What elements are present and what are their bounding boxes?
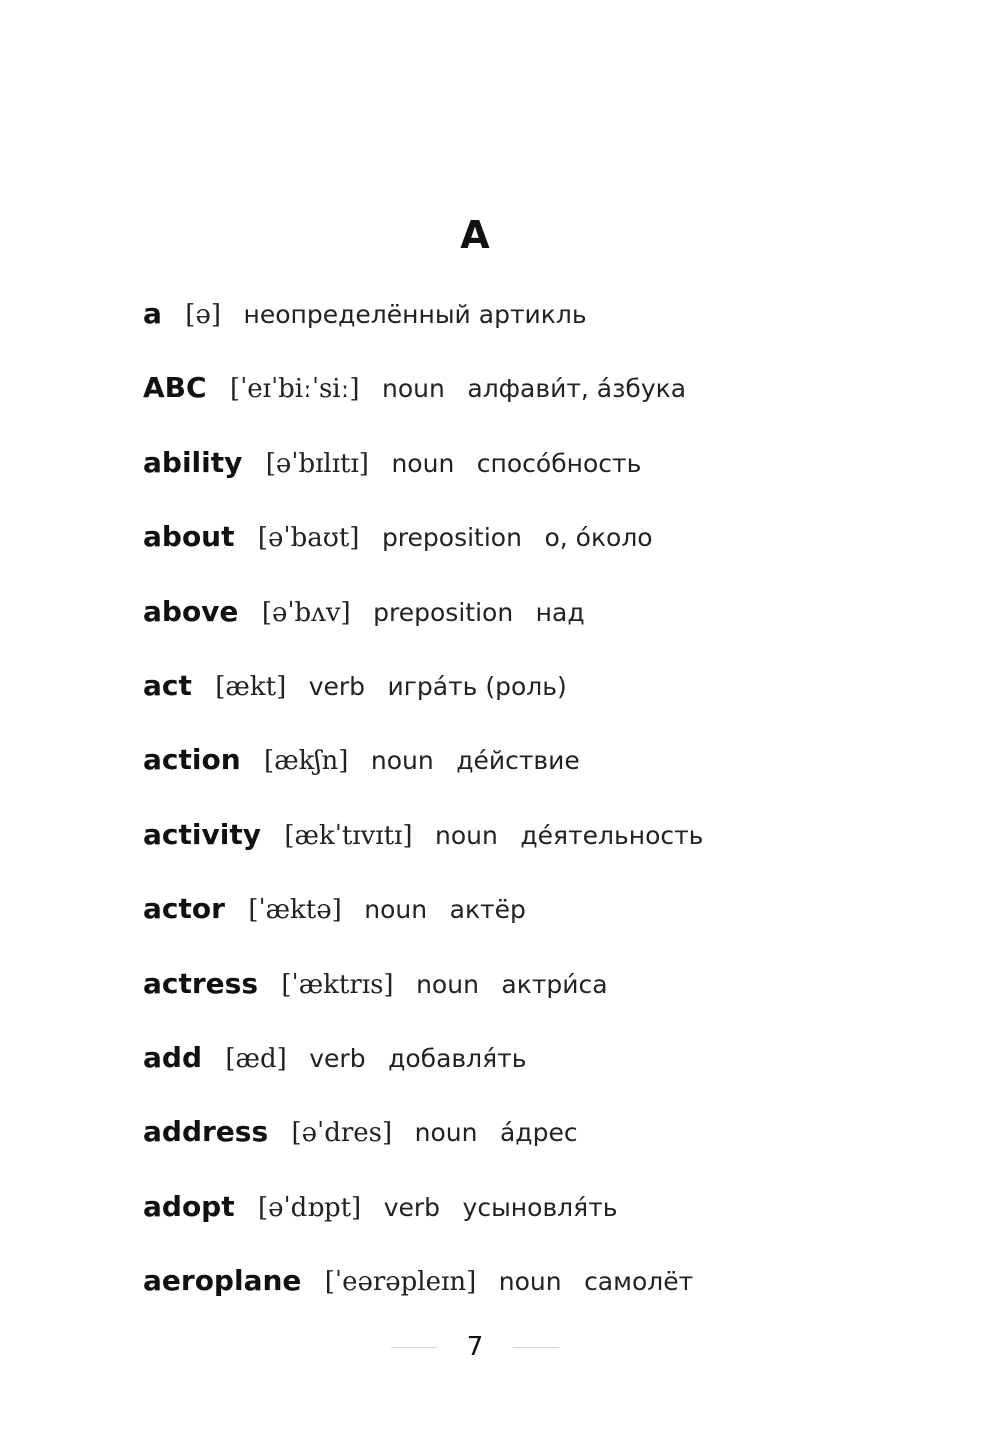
entry-transcription: [əˈbaʊt]	[257, 523, 360, 554]
entry-headword: adopt	[143, 1189, 235, 1223]
footer-left-rule	[391, 1347, 437, 1348]
entry-headword: actor	[143, 892, 225, 926]
entry-transcription: [ækt]	[215, 671, 287, 702]
entry-translation: а́дрес	[499, 1118, 578, 1148]
entry-part-of-speech: noun	[498, 1267, 562, 1297]
entry-headword: ABC	[143, 371, 207, 405]
entry-row	[143, 885, 943, 959]
entry-translation: актри́са	[501, 969, 608, 999]
entry-headword: above	[143, 594, 239, 628]
entry-headword: add	[143, 1040, 202, 1074]
entry-part-of-speech: noun	[416, 969, 479, 999]
entry-translation: самолёт	[584, 1267, 694, 1297]
entry-translation: о, о́коло	[544, 523, 653, 553]
entry-part-of-speech: verb	[309, 1043, 366, 1073]
entry-transcription: [ˈeərəpleɪn]	[324, 1267, 477, 1298]
entry-part-of-speech: preposition	[373, 597, 514, 627]
entry-translation: актёр	[449, 895, 526, 925]
entry-transcription: [æd]	[225, 1043, 287, 1074]
entry-part-of-speech: noun	[414, 1118, 478, 1148]
entry-transcription: [əˈdɒpt]	[258, 1192, 362, 1223]
entry-part-of-speech: noun	[364, 895, 428, 925]
entry-headword: about	[143, 520, 235, 554]
entry-translation: неопределённый артикль	[243, 300, 587, 329]
entry-headword: a	[143, 297, 162, 330]
entry-row	[143, 736, 943, 810]
entry-transcription: [əˈdres]	[291, 1118, 393, 1149]
entry-row	[143, 1183, 943, 1257]
entry-transcription: [ə]	[185, 300, 221, 330]
page-number: 7	[466, 1332, 484, 1362]
entry-translation: игра́ть (роль)	[387, 671, 567, 701]
entry-headword: ability	[143, 445, 243, 479]
entry-row	[143, 588, 943, 662]
entry-part-of-speech: noun	[391, 448, 455, 478]
entry-translation: де́йствие	[456, 746, 580, 776]
entry-transcription: [ækˈtɪvɪtɪ]	[284, 820, 413, 851]
entry-translation: усыновля́ть	[462, 1192, 618, 1222]
entry-row	[143, 439, 943, 513]
entry-transcription: [əˈbɪlɪtɪ]	[265, 448, 369, 479]
entry-part-of-speech: noun	[370, 746, 434, 776]
entry-transcription: [ˈæktrɪs]	[281, 969, 394, 1000]
entry-row	[143, 960, 943, 1034]
entry-translation: спосо́бность	[476, 448, 642, 478]
entry-row	[143, 662, 943, 736]
entry-part-of-speech: verb	[308, 671, 366, 701]
entry-part-of-speech: verb	[383, 1192, 441, 1222]
entry-transcription: [əˈbʌv]	[261, 597, 351, 628]
entry-transcription: [ˈeɪˈbiːˈsiː]	[229, 374, 360, 405]
entry-translation: де́ятельность	[520, 820, 704, 850]
entry-row	[143, 1034, 943, 1108]
entry-row	[143, 513, 943, 587]
page-footer	[0, 1325, 950, 1369]
entry-row	[143, 811, 943, 885]
entry-part-of-speech: noun	[382, 374, 445, 404]
entry-headword: action	[143, 743, 241, 777]
section-letter-heading: A	[460, 213, 490, 257]
entry-transcription: [ˈæktə]	[248, 895, 342, 926]
entry-headword: address	[143, 1115, 269, 1149]
entry-transcription: [ækʃn]	[264, 746, 349, 777]
entry-headword: activity	[143, 817, 261, 851]
entry-row	[143, 290, 943, 364]
entry-part-of-speech: preposition	[381, 523, 522, 553]
entry-headword: act	[143, 668, 192, 702]
entry-translation: добавля́ть	[388, 1043, 527, 1073]
entry-row	[143, 1108, 943, 1182]
entry-translation: алфави́т, а́збука	[467, 374, 687, 404]
entry-headword: actress	[143, 966, 259, 1000]
entry-row	[143, 1257, 943, 1331]
footer-right-rule	[513, 1347, 559, 1348]
entry-list	[143, 290, 943, 1331]
entry-translation: над	[535, 597, 585, 627]
entry-row	[143, 364, 943, 438]
entry-headword: aeroplane	[143, 1264, 302, 1298]
entry-part-of-speech: noun	[435, 820, 498, 850]
